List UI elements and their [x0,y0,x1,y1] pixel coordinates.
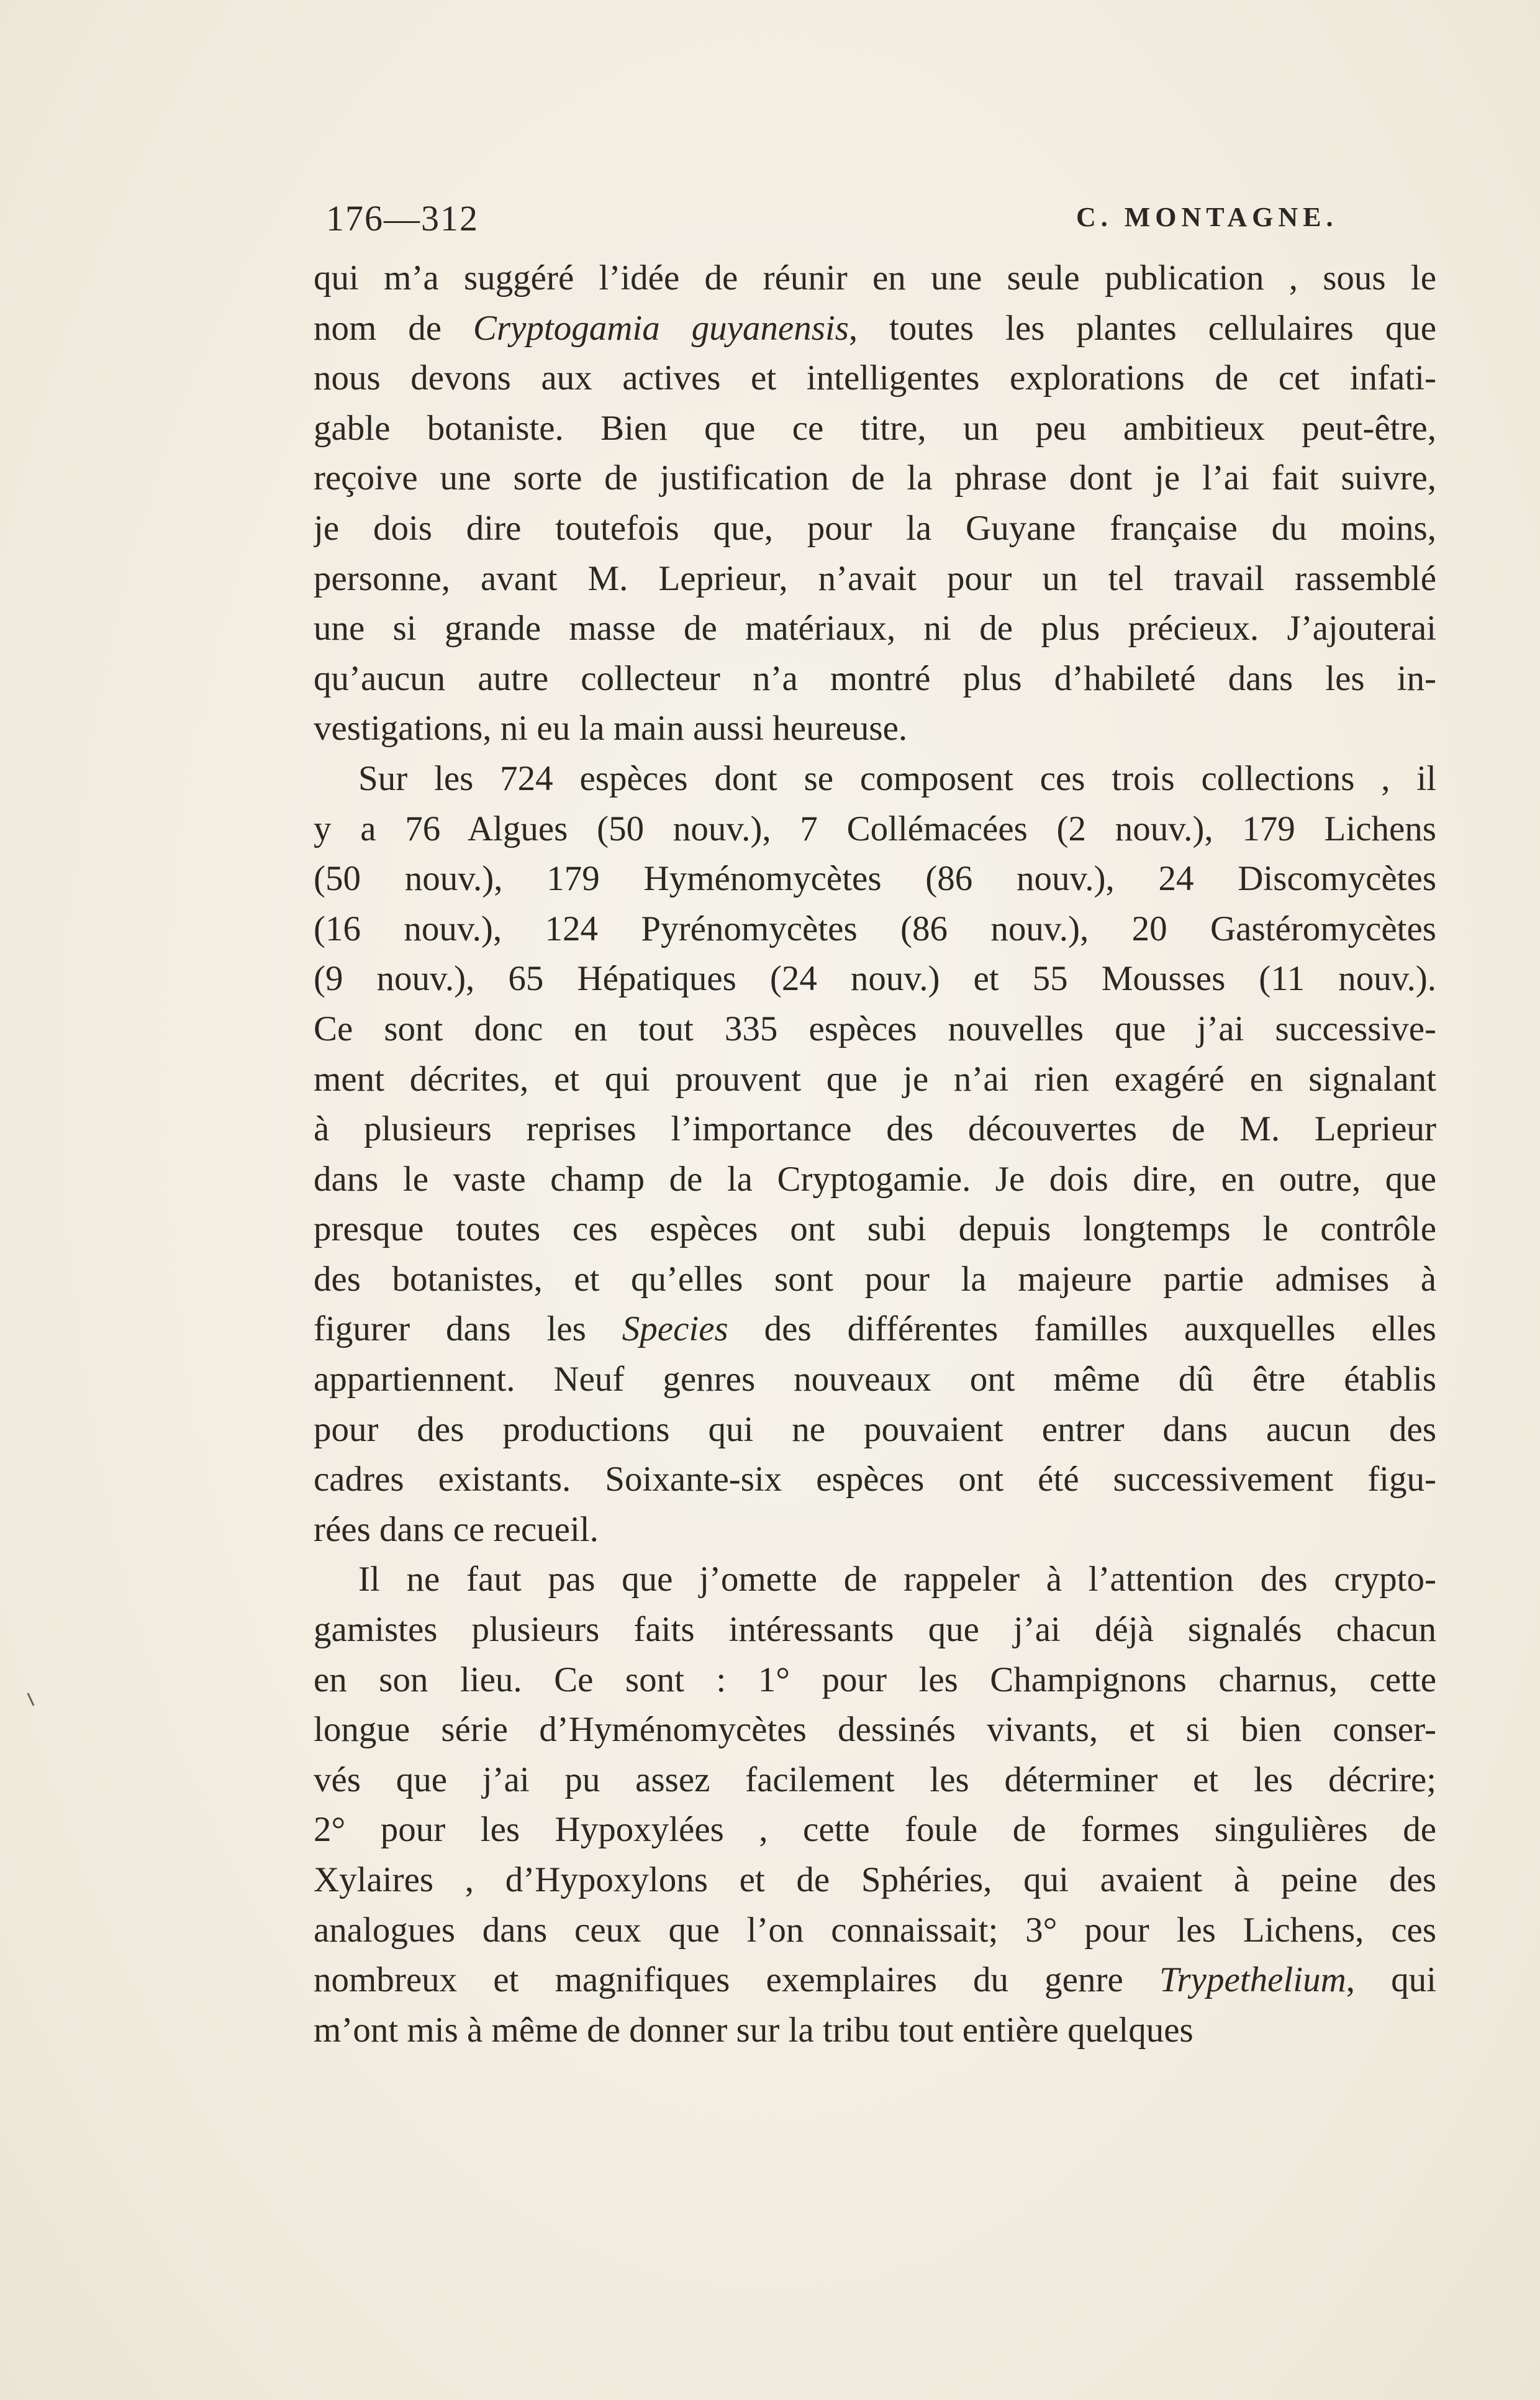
paragraph [314,253,1436,754]
italic-term: Species [622,1309,728,1349]
page-number: 176—312 [326,198,479,239]
text-segment: dans le vaste champ de la Cryptogamie. Je dois dire, en outre, que [314,1159,1436,1199]
text-segment: cadres existants. Soixante-six espèces ont été successivement figu- [314,1460,1436,1499]
text-segment: , qui [1346,1960,1436,2000]
text-segment: reçoive une sorte de justification de la phrase dont je l’ai fait suivre, [314,458,1436,498]
text-line [314,654,1436,704]
margin-mark [27,1693,34,1706]
text-line [314,1405,1436,1455]
text-segment: des différentes familles auxquelles elles [728,1309,1436,1349]
text-line [314,1055,1436,1105]
text-segment: gamistes plusieurs faits intéressants que j’ai déjà signalés chacun [314,1610,1436,1650]
text-segment: m’ont mis à même de donner sur la tribu tout entière quelques [314,2010,1194,2050]
text-line [314,304,1436,354]
text-line [314,353,1436,404]
text-segment: nom de [314,308,473,348]
text-segment: appartiennent. Neuf genres nouveaux ont même dû être établis [314,1360,1436,1399]
paragraph [314,1555,1436,2055]
text-line [314,1805,1436,1855]
text-segment: nombreux et magnifiques exemplaires du genre [314,1960,1159,2000]
text-line [314,1155,1436,1205]
text-line [314,453,1436,504]
text-segment: , toutes les plantes cellulaires que [848,308,1436,348]
text-line [314,1455,1436,1505]
text-line [314,1204,1436,1255]
text-segment: longue série d’Hyménomycètes dessinés vivants, et si bien conser- [314,1710,1436,1750]
text-segment: pour des productions qui ne pouvaient entrer dans aucun des [314,1409,1436,1449]
text-line [314,253,1436,304]
text-line [314,704,1436,754]
text-line [314,554,1436,604]
paragraph [314,754,1436,1555]
text-segment: (9 nouv.), 65 Hépatiques (24 nouv.) et 55 Mousses (11 nouv.). [314,959,1436,999]
text-line [314,1906,1436,1956]
text-segment: en son lieu. Ce sont : 1° pour les Champignons charnus, cette [314,1660,1436,1699]
text-line [314,1605,1436,1655]
text-line [314,1304,1436,1355]
text-line [314,804,1436,855]
text-line [314,904,1436,955]
text-segment: Sur les 724 espèces dont se composent ces trois collections , il [358,758,1436,798]
text-line [314,1104,1436,1155]
text-line [314,1755,1436,1806]
body-text [314,253,1436,2055]
text-segment: vestigations, ni eu la main aussi heureuse. [314,709,908,748]
page-header [326,198,1434,241]
text-segment: presque toutes ces espèces ont subi depuis longtemps le contrôle [314,1209,1436,1249]
text-segment: personne, avant M. Leprieur, n’avait pour un tel travail rassemblé [314,558,1436,598]
text-segment: ment décrites, et qui prouvent que je n’ai rien exagéré en signalant [314,1059,1436,1099]
text-segment: 2° pour les Hypoxylées , cette foule de formes singulières de [314,1810,1436,1850]
text-line [314,1955,1436,2006]
italic-term: Trypethelium [1159,1960,1346,2000]
text-segment: y a 76 Algues (50 nouv.), 7 Collémacées (2 nouv.), 179 Lichens [314,809,1436,848]
italic-term: Cryptogamia guyanensis [473,308,849,348]
text-segment: Il ne faut pas que j’omette de rappeler à l’attention des crypto- [358,1560,1436,1599]
text-line [314,1004,1436,1055]
text-line [314,404,1436,454]
text-segment: qui m’a suggéré l’idée de réunir en une seule publication , sous le [314,258,1436,298]
text-segment: rées dans ce recueil. [314,1509,599,1549]
text-line [314,1505,1436,1555]
text-segment: figurer dans les [314,1309,622,1349]
text-line [314,854,1436,904]
text-segment: (16 nouv.), 124 Pyrénomycètes (86 nouv.), 20 Gastéromycètes [314,909,1436,948]
text-segment: gable botaniste. Bien que ce titre, un peu ambitieux peut-être, [314,408,1436,448]
text-line [314,1555,1436,1605]
text-segment: qu’aucun autre collecteur n’a montré plus d’habileté dans les in- [314,658,1436,698]
text-segment: Xylaires , d’Hypoxylons et de Sphéries, qui avaient à peine des [314,1860,1436,1899]
running-head: C. MONTAGNE. [1076,202,1338,232]
text-line [314,1705,1436,1755]
text-line [314,504,1436,554]
text-segment: (50 nouv.), 179 Hyménomycètes (86 nouv.), 24 Discomycètes [314,859,1436,899]
text-line [314,1655,1436,1706]
text-segment: nous devons aux actives et intelligentes explorations de cet infati- [314,358,1436,398]
text-segment: analogues dans ceux que l’on connaissait; 3° pour les Lichens, ces [314,1910,1436,1950]
text-segment: Ce sont donc en tout 335 espèces nouvelles que j’ai successive- [314,1009,1436,1048]
text-segment: vés que j’ai pu assez facilement les déterminer et les décrire; [314,1760,1436,1799]
text-line [314,1355,1436,1405]
text-line [314,1255,1436,1305]
text-line [314,2006,1436,2056]
text-line [314,754,1436,804]
text-line [314,604,1436,654]
text-line [314,1855,1436,1906]
text-segment: à plusieurs reprises l’importance des découvertes de M. Leprieur [314,1109,1436,1149]
text-segment: je dois dire toutefois que, pour la Guyane française du moins, [314,508,1436,548]
text-line [314,954,1436,1004]
text-segment: des botanistes, et qu’elles sont pour la majeure partie admises à [314,1259,1436,1299]
text-segment: une si grande masse de matériaux, ni de plus précieux. J’ajouterai [314,609,1436,648]
